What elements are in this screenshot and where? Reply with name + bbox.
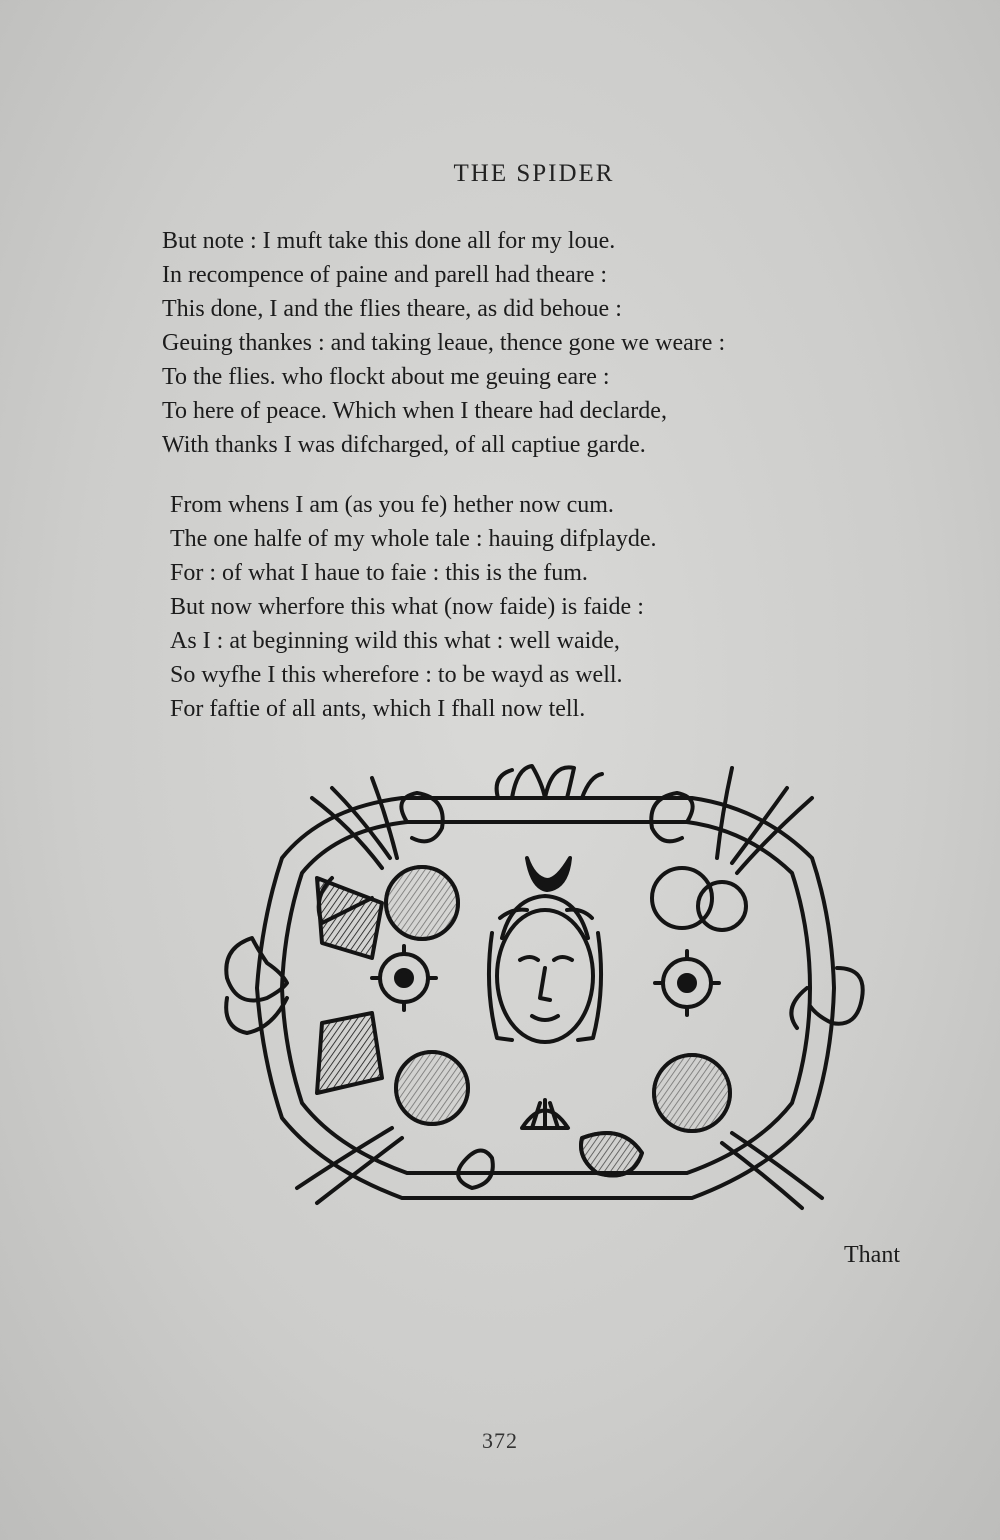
verse-line: From whens I am (as you fe) hether now cum. — [170, 492, 614, 518]
verse-line: So wyfhe I this wherefore : to be wayd as well. — [170, 662, 623, 688]
verse-line: The one halfe of my whole tale : hauing difplayde. — [170, 526, 657, 552]
catchword: Thant — [844, 1242, 900, 1268]
verse-line: But note : I muft take this done all for my loue. — [162, 228, 616, 254]
verse-line: In recompence of paine and parell had theare : — [162, 262, 608, 288]
stanza-2 — [170, 488, 657, 726]
woodcut-ornament-icon — [222, 758, 868, 1220]
verse-line: For : of what I haue to faie : this is the fum. — [170, 560, 588, 586]
running-head: THE SPIDER — [453, 160, 615, 187]
page-number: 372 — [482, 1428, 518, 1453]
verse-line: To here of peace. Which when I theare had declarde, — [162, 398, 667, 424]
verse-line: For faftie of all ants, which I fhall now tell. — [170, 696, 586, 722]
verse-line: To the flies. who flockt about me geuing eare : — [162, 364, 610, 390]
verse-line: Geuing thankes : and taking leaue, thence gone we weare : — [162, 330, 726, 356]
verse-line: But now wherfore this what (now faide) is faide : — [170, 594, 644, 620]
verse-line: With thanks I was difcharged, of all captiue garde. — [162, 432, 646, 458]
verse-line: As I : at beginning wild this what : well waide, — [170, 628, 620, 654]
stanza-1 — [162, 224, 725, 462]
verse-line: This done, I and the flies theare, as did behoue : — [162, 296, 622, 322]
